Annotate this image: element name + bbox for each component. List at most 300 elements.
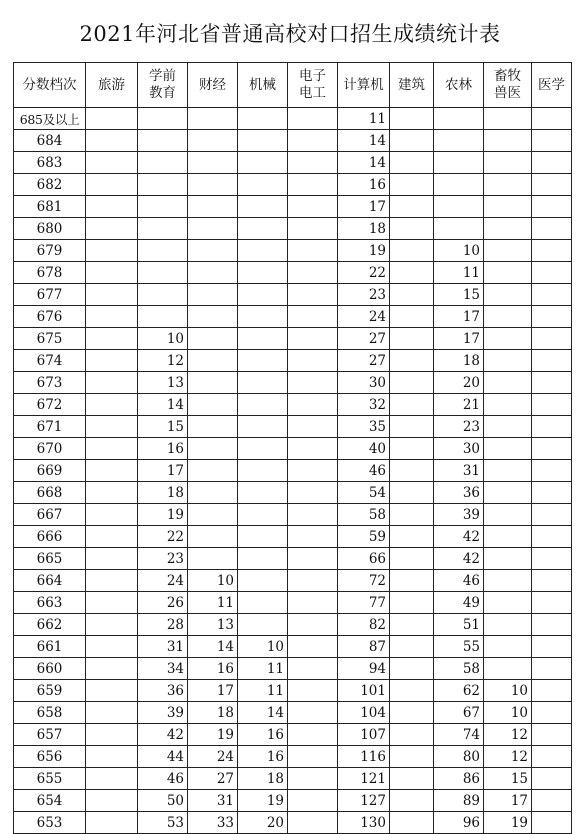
value-cell (288, 548, 338, 570)
value-cell (288, 636, 338, 658)
value-cell: 10 (238, 636, 288, 658)
value-cell (288, 592, 338, 614)
value-cell (484, 262, 532, 284)
value-cell (532, 460, 572, 482)
value-cell: 14 (138, 394, 188, 416)
value-cell (188, 130, 238, 152)
value-cell (188, 438, 238, 460)
value-cell (86, 218, 138, 240)
value-cell (288, 174, 338, 196)
value-cell: 59 (338, 526, 390, 548)
table-row (14, 680, 572, 702)
value-cell: 46 (434, 570, 484, 592)
value-cell (86, 416, 138, 438)
score-cell: 684 (14, 130, 86, 152)
score-cell: 681 (14, 196, 86, 218)
value-cell: 55 (434, 636, 484, 658)
value-cell: 77 (338, 592, 390, 614)
table-row (14, 152, 572, 174)
value-cell: 15 (138, 416, 188, 438)
value-cell: 116 (338, 746, 390, 768)
value-cell (288, 240, 338, 262)
value-cell: 14 (188, 636, 238, 658)
value-cell (390, 218, 434, 240)
value-cell (86, 108, 138, 130)
value-cell (86, 790, 138, 812)
column-header-line: 教育 (149, 85, 176, 101)
table-row (14, 636, 572, 658)
table-row (14, 350, 572, 372)
table-row (14, 394, 572, 416)
score-cell: 674 (14, 350, 86, 372)
value-cell: 19 (338, 240, 390, 262)
value-cell (288, 306, 338, 328)
value-cell: 17 (188, 680, 238, 702)
value-cell (390, 636, 434, 658)
value-cell (484, 196, 532, 218)
value-cell: 27 (338, 328, 390, 350)
value-cell: 11 (188, 592, 238, 614)
value-cell (288, 812, 338, 834)
value-cell: 121 (338, 768, 390, 790)
score-cell: 683 (14, 152, 86, 174)
value-cell: 11 (238, 680, 288, 702)
value-cell (532, 394, 572, 416)
value-cell: 96 (434, 812, 484, 834)
score-cell: 669 (14, 460, 86, 482)
score-cell: 666 (14, 526, 86, 548)
score-cell: 655 (14, 768, 86, 790)
value-cell: 24 (138, 570, 188, 592)
value-cell (138, 108, 188, 130)
value-cell (532, 218, 572, 240)
value-cell: 23 (434, 416, 484, 438)
value-cell: 10 (188, 570, 238, 592)
table-row (14, 262, 572, 284)
value-cell (188, 526, 238, 548)
value-cell (390, 548, 434, 570)
value-cell: 54 (338, 482, 390, 504)
value-cell (532, 680, 572, 702)
value-cell (484, 240, 532, 262)
value-cell: 17 (338, 196, 390, 218)
score-cell: 664 (14, 570, 86, 592)
value-cell (434, 130, 484, 152)
value-cell (484, 306, 532, 328)
value-cell: 18 (338, 218, 390, 240)
table-row (14, 372, 572, 394)
value-cell (188, 394, 238, 416)
value-cell (86, 328, 138, 350)
value-cell (288, 262, 338, 284)
score-cell: 662 (14, 614, 86, 636)
value-cell: 40 (338, 438, 390, 460)
value-cell (138, 196, 188, 218)
value-cell: 31 (138, 636, 188, 658)
value-cell: 18 (434, 350, 484, 372)
value-cell (188, 218, 238, 240)
column-header (138, 63, 188, 108)
value-cell (188, 196, 238, 218)
value-cell (238, 152, 288, 174)
value-cell (484, 328, 532, 350)
value-cell (532, 790, 572, 812)
value-cell (86, 548, 138, 570)
value-cell: 127 (338, 790, 390, 812)
value-cell (484, 658, 532, 680)
column-header (188, 63, 238, 108)
value-cell: 39 (434, 504, 484, 526)
table-row (14, 108, 572, 130)
value-cell (86, 768, 138, 790)
value-cell (532, 548, 572, 570)
value-cell (390, 504, 434, 526)
value-cell: 35 (338, 416, 390, 438)
value-cell (390, 108, 434, 130)
table-row (14, 218, 572, 240)
value-cell: 19 (138, 504, 188, 526)
value-cell: 27 (188, 768, 238, 790)
value-cell (138, 218, 188, 240)
value-cell: 89 (434, 790, 484, 812)
value-cell: 18 (238, 768, 288, 790)
score-cell: 675 (14, 328, 86, 350)
value-cell: 53 (138, 812, 188, 834)
value-cell (390, 262, 434, 284)
value-cell: 46 (138, 768, 188, 790)
score-cell: 665 (14, 548, 86, 570)
value-cell: 24 (188, 746, 238, 768)
score-cell: 657 (14, 724, 86, 746)
value-cell (390, 482, 434, 504)
column-header-line: 学前 (149, 68, 176, 84)
value-cell (288, 416, 338, 438)
value-cell (86, 174, 138, 196)
table-row (14, 724, 572, 746)
value-cell (238, 262, 288, 284)
value-cell (288, 482, 338, 504)
value-cell: 17 (484, 790, 532, 812)
value-cell (238, 372, 288, 394)
value-cell (390, 570, 434, 592)
value-cell: 16 (138, 438, 188, 460)
table-row (14, 548, 572, 570)
value-cell: 16 (238, 724, 288, 746)
value-cell (390, 306, 434, 328)
value-cell (188, 482, 238, 504)
value-cell: 94 (338, 658, 390, 680)
value-cell: 10 (434, 240, 484, 262)
value-cell: 30 (338, 372, 390, 394)
value-cell (288, 328, 338, 350)
value-cell (288, 504, 338, 526)
value-cell (188, 328, 238, 350)
value-cell (532, 636, 572, 658)
value-cell (188, 306, 238, 328)
table-row (14, 284, 572, 306)
value-cell (390, 680, 434, 702)
value-cell: 17 (434, 328, 484, 350)
score-cell: 671 (14, 416, 86, 438)
table-row (14, 790, 572, 812)
value-cell (86, 372, 138, 394)
value-cell (484, 174, 532, 196)
value-cell (238, 416, 288, 438)
value-cell (532, 152, 572, 174)
value-cell (484, 438, 532, 460)
value-cell: 80 (434, 746, 484, 768)
score-cell: 656 (14, 746, 86, 768)
value-cell (86, 196, 138, 218)
value-cell (532, 174, 572, 196)
table-row (14, 592, 572, 614)
table-row (14, 658, 572, 680)
score-cell: 677 (14, 284, 86, 306)
value-cell: 17 (138, 460, 188, 482)
value-cell: 58 (434, 658, 484, 680)
value-cell (188, 108, 238, 130)
value-cell (86, 460, 138, 482)
value-cell: 13 (138, 372, 188, 394)
value-cell (288, 768, 338, 790)
value-cell: 16 (188, 658, 238, 680)
value-cell (288, 614, 338, 636)
value-cell (288, 108, 338, 130)
value-cell (238, 504, 288, 526)
value-cell (238, 438, 288, 460)
value-cell: 87 (338, 636, 390, 658)
value-cell (138, 152, 188, 174)
value-cell (238, 306, 288, 328)
value-cell: 20 (434, 372, 484, 394)
score-cell: 670 (14, 438, 86, 460)
value-cell (138, 174, 188, 196)
table-row (14, 570, 572, 592)
value-cell: 44 (138, 746, 188, 768)
score-cell: 654 (14, 790, 86, 812)
value-cell (86, 592, 138, 614)
table-row (14, 746, 572, 768)
value-cell: 46 (338, 460, 390, 482)
table-row (14, 702, 572, 724)
score-cell: 680 (14, 218, 86, 240)
value-cell (86, 350, 138, 372)
value-cell (484, 372, 532, 394)
column-header-line: 农林 (445, 76, 472, 93)
score-cell: 676 (14, 306, 86, 328)
value-cell (86, 438, 138, 460)
value-cell (238, 218, 288, 240)
table-row (14, 438, 572, 460)
value-cell (434, 196, 484, 218)
value-cell (390, 724, 434, 746)
page-title: 2021年河北省普通高校对口招生成绩统计表 (79, 22, 501, 46)
value-cell (484, 548, 532, 570)
table-row (14, 482, 572, 504)
column-header-line: 机械 (249, 76, 276, 93)
value-cell (390, 592, 434, 614)
value-cell (86, 306, 138, 328)
value-cell: 30 (434, 438, 484, 460)
value-cell: 17 (434, 306, 484, 328)
value-cell (390, 174, 434, 196)
value-cell (86, 636, 138, 658)
value-cell: 51 (434, 614, 484, 636)
column-header (390, 63, 434, 108)
value-cell (532, 262, 572, 284)
value-cell (288, 658, 338, 680)
value-cell (188, 262, 238, 284)
value-cell (138, 306, 188, 328)
column-header-line: 建筑 (398, 76, 425, 93)
value-cell: 66 (338, 548, 390, 570)
value-cell (390, 394, 434, 416)
score-cell: 660 (14, 658, 86, 680)
value-cell (288, 218, 338, 240)
value-cell: 42 (434, 526, 484, 548)
value-cell (238, 570, 288, 592)
value-cell (484, 284, 532, 306)
value-cell (86, 702, 138, 724)
value-cell (484, 482, 532, 504)
value-cell (288, 372, 338, 394)
value-cell (532, 702, 572, 724)
column-header (532, 63, 572, 108)
value-cell: 82 (338, 614, 390, 636)
value-cell (532, 108, 572, 130)
value-cell (390, 614, 434, 636)
value-cell: 19 (188, 724, 238, 746)
value-cell (288, 790, 338, 812)
score-cell: 661 (14, 636, 86, 658)
value-cell: 42 (138, 724, 188, 746)
value-cell: 26 (138, 592, 188, 614)
value-cell (390, 350, 434, 372)
table-row (14, 768, 572, 790)
table-row (14, 460, 572, 482)
value-cell: 13 (188, 614, 238, 636)
score-cell: 658 (14, 702, 86, 724)
table-header-row (14, 63, 572, 108)
value-cell (532, 526, 572, 548)
table-row (14, 306, 572, 328)
value-cell: 50 (138, 790, 188, 812)
value-cell: 11 (338, 108, 390, 130)
value-cell (390, 416, 434, 438)
column-header (484, 63, 532, 108)
value-cell (188, 350, 238, 372)
value-cell: 39 (138, 702, 188, 724)
value-cell: 12 (484, 724, 532, 746)
value-cell (86, 526, 138, 548)
value-cell: 36 (434, 482, 484, 504)
value-cell (288, 570, 338, 592)
value-cell: 104 (338, 702, 390, 724)
value-cell (390, 152, 434, 174)
value-cell (532, 196, 572, 218)
column-header (338, 63, 390, 108)
value-cell: 62 (434, 680, 484, 702)
value-cell (238, 108, 288, 130)
table-row (14, 196, 572, 218)
value-cell: 16 (338, 174, 390, 196)
value-cell (238, 592, 288, 614)
value-cell (390, 130, 434, 152)
value-cell: 58 (338, 504, 390, 526)
score-cell: 682 (14, 174, 86, 196)
value-cell (188, 174, 238, 196)
value-cell (288, 724, 338, 746)
value-cell: 42 (434, 548, 484, 570)
value-cell (238, 526, 288, 548)
value-cell: 130 (338, 812, 390, 834)
column-header-line: 畜牧 (494, 68, 521, 84)
value-cell (288, 196, 338, 218)
table-row (14, 240, 572, 262)
value-cell: 49 (434, 592, 484, 614)
value-cell (484, 394, 532, 416)
value-cell (288, 130, 338, 152)
score-cell: 685及以上 (14, 108, 86, 130)
value-cell (434, 218, 484, 240)
value-cell (188, 548, 238, 570)
value-cell (238, 284, 288, 306)
value-cell (532, 768, 572, 790)
value-cell (86, 130, 138, 152)
value-cell (138, 240, 188, 262)
value-cell (484, 504, 532, 526)
value-cell (238, 614, 288, 636)
table-row (14, 526, 572, 548)
value-cell: 11 (434, 262, 484, 284)
value-cell: 20 (238, 812, 288, 834)
value-cell (484, 636, 532, 658)
table-row (14, 614, 572, 636)
value-cell (188, 284, 238, 306)
value-cell (532, 130, 572, 152)
value-cell (484, 460, 532, 482)
value-cell: 22 (138, 526, 188, 548)
value-cell (484, 592, 532, 614)
value-cell (532, 614, 572, 636)
value-cell (138, 284, 188, 306)
value-cell: 14 (338, 152, 390, 174)
value-cell (238, 328, 288, 350)
score-cell: 678 (14, 262, 86, 284)
value-cell (188, 504, 238, 526)
value-cell: 23 (338, 284, 390, 306)
value-cell (238, 130, 288, 152)
value-cell: 28 (138, 614, 188, 636)
value-cell (238, 460, 288, 482)
value-cell (484, 526, 532, 548)
score-cell: 668 (14, 482, 86, 504)
value-cell (532, 438, 572, 460)
value-cell: 22 (338, 262, 390, 284)
table-row (14, 416, 572, 438)
value-cell: 18 (188, 702, 238, 724)
column-header-line: 电子 (299, 68, 326, 84)
value-cell (238, 174, 288, 196)
value-cell (484, 416, 532, 438)
value-cell (238, 240, 288, 262)
value-cell: 24 (338, 306, 390, 328)
value-cell (288, 284, 338, 306)
value-cell (484, 614, 532, 636)
score-cell: 672 (14, 394, 86, 416)
value-cell (288, 680, 338, 702)
value-cell: 72 (338, 570, 390, 592)
